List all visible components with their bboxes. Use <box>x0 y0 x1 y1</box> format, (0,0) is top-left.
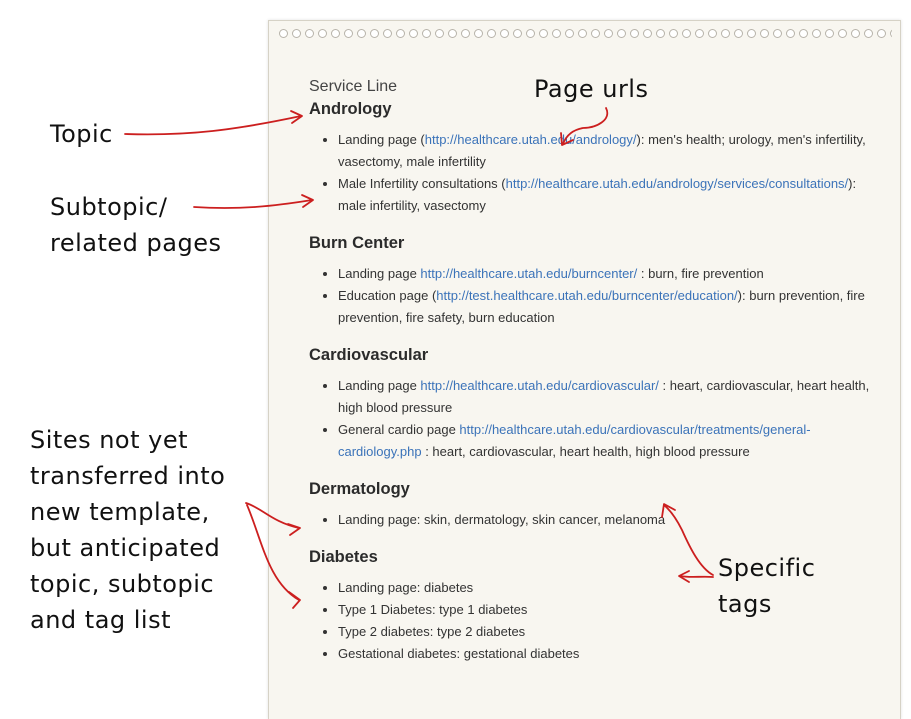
page-description: Education page ( <box>338 288 437 303</box>
annotation-subtopic-line1: Subtopic/ <box>50 193 168 221</box>
annotation-specific-line2: tags <box>718 590 772 618</box>
annotation-sites-line3: new template, <box>30 498 210 526</box>
page-url-link[interactable]: http://healthcare.utah.edu/andrology/ <box>424 132 637 147</box>
annotation-sites-line2: transferred into <box>30 462 226 490</box>
page-tags: : heart, cardiovascular, heart health, high blood pressure <box>338 378 870 415</box>
page-tags: ): men's health; urology, men's infertility, vasectomy, male infertility <box>338 132 866 169</box>
page-description: Gestational diabetes: gestational diabetes <box>338 646 580 661</box>
page-tags: ): male infertility, vasectomy <box>338 176 857 213</box>
page-url-link[interactable]: http://healthcare.utah.edu/cardiovascular/treatments/general-cardiology.php <box>338 422 811 459</box>
page-description: Type 2 diabetes: type 2 diabetes <box>338 624 526 639</box>
page-description: Landing page <box>338 266 421 281</box>
annotation-page-urls: Page urls <box>534 75 649 103</box>
page-tags: : burn, fire prevention <box>637 266 764 281</box>
arrow-subtopic <box>194 200 312 208</box>
annotation-subtopic-line2: related pages <box>50 229 222 257</box>
annotation-sites-line5: topic, subtopic <box>30 570 215 598</box>
page-url-link[interactable]: http://test.healthcare.utah.edu/burncenter/education/ <box>436 288 738 303</box>
page-url-link[interactable]: http://healthcare.utah.edu/andrology/services/consultations/ <box>505 176 849 191</box>
annotation-topic: Topic <box>50 120 113 148</box>
page-description: Landing page <box>338 378 421 393</box>
arrow-page-urls <box>563 108 607 144</box>
topic-heading: Dermatology <box>309 480 410 498</box>
annotation-sites-line1: Sites not yet <box>30 426 189 454</box>
annotation-specific-line1: Specific <box>718 554 816 582</box>
service-line-heading: Service Line <box>309 78 398 95</box>
page-description: Landing page: skin, dermatology, skin cancer, melanoma <box>338 512 666 527</box>
arrow-sites-diabetes <box>247 505 299 600</box>
page-description: Landing page: diabetes <box>338 580 474 595</box>
page-tags: ): burn prevention, fire prevention, fire safety, burn education <box>338 288 865 325</box>
page-url-link[interactable]: http://healthcare.utah.edu/burncenter/ <box>420 266 638 281</box>
arrow-specific-tags-left <box>680 576 713 577</box>
page-url-link[interactable]: http://healthcare.utah.edu/cardiovascular/ <box>420 378 659 393</box>
page-tags: : heart, cardiovascular, heart health, high blood pressure <box>421 444 750 459</box>
topic-heading: Cardiovascular <box>309 346 429 364</box>
page-description: General cardio page <box>338 422 460 437</box>
page-description: Male Infertility consultations ( <box>338 176 506 191</box>
annotation-sites-line6: and tag list <box>30 606 172 634</box>
arrow-topic <box>125 116 301 134</box>
arrow-specific-tags-up <box>664 505 713 575</box>
annotation-sites-line4: but anticipated <box>30 534 221 562</box>
page-description: Landing page ( <box>338 132 425 147</box>
topic-heading: Burn Center <box>309 234 405 252</box>
page-description: Type 1 Diabetes: type 1 diabetes <box>338 602 528 617</box>
topic-heading: Diabetes <box>309 548 378 566</box>
topic-heading: Andrology <box>309 100 392 118</box>
